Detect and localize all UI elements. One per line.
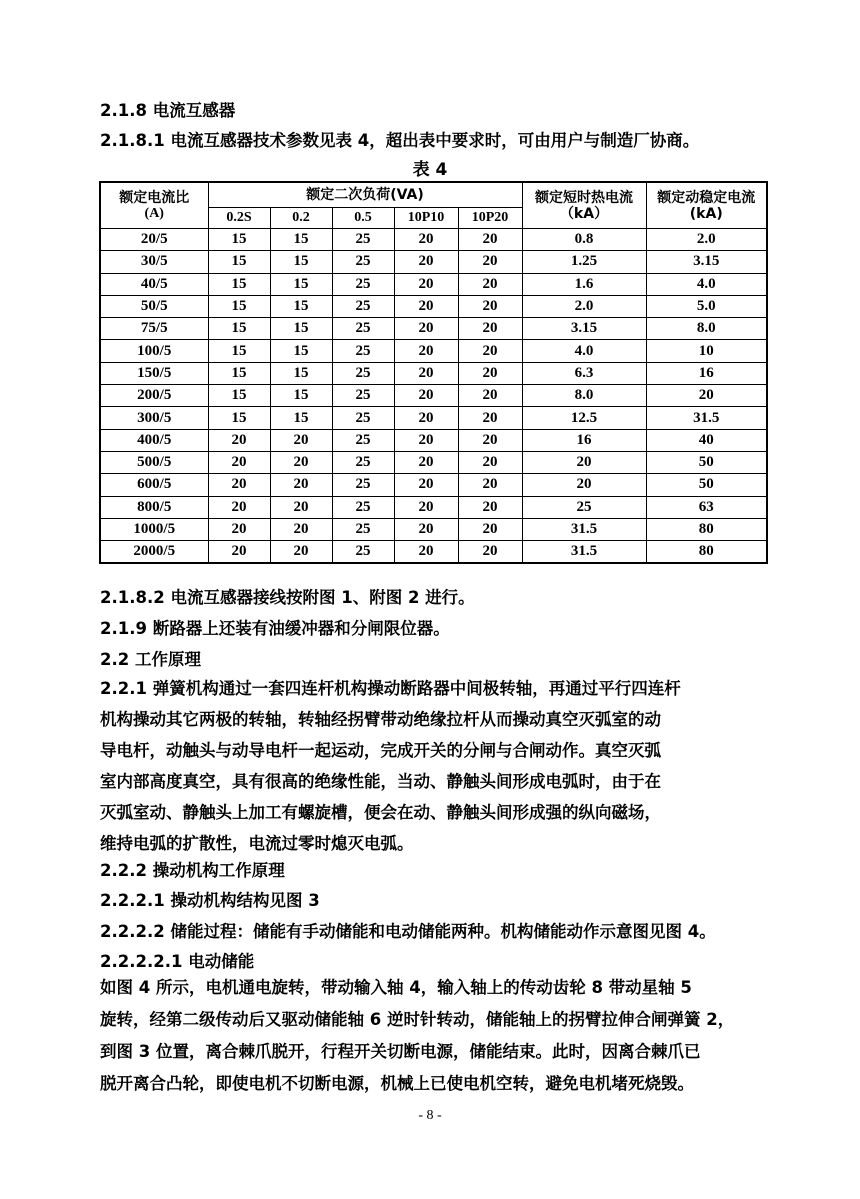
section-heading-2-2-2: 2.2.2 操动机构工作原理 — [100, 861, 285, 880]
table-cell: 600/5 — [100, 474, 208, 496]
section-2-1-8-1: 2.1.8.1 电流互感器技术参数见表 4，超出表中要求时，可由用户与制造厂协商。 — [100, 131, 700, 150]
table-cell: 20 — [646, 385, 767, 407]
table-cell: 20 — [394, 251, 458, 273]
table-cell: 2.0 — [646, 229, 767, 251]
table-cell: 20 — [394, 385, 458, 407]
section-heading-2-2-2-2-1: 2.2.2.2.1 电动储能 — [100, 952, 255, 971]
header-load-class: 10P10 — [394, 208, 458, 229]
table-cell: 20 — [394, 429, 458, 451]
table-cell: 25 — [332, 474, 394, 496]
table-cell: 40 — [646, 429, 767, 451]
table-cell: 20/5 — [100, 229, 208, 251]
table-cell: 20 — [394, 407, 458, 429]
table-cell: 10 — [646, 340, 767, 362]
table-cell: 25 — [332, 251, 394, 273]
table-cell: 8.0 — [522, 385, 646, 407]
page-number: - 8 - — [418, 1108, 442, 1123]
table-cell: 20 — [394, 541, 458, 564]
table-cell: 20 — [394, 362, 458, 384]
section-heading-2-1-8: 2.1.8 电流互感器 — [100, 101, 236, 120]
table-cell: 15 — [208, 407, 270, 429]
table-cell: 500/5 — [100, 451, 208, 473]
table-row — [100, 340, 767, 362]
header-rated-ratio-unit: (A) — [144, 205, 164, 221]
table-cell: 20 — [458, 251, 522, 273]
table-cell: 15 — [208, 295, 270, 317]
table-cell: 20 — [270, 496, 332, 518]
header-load-class: 0.2 — [270, 208, 332, 229]
paragraph-line: 室内部高度真空，具有很高的绝缘性能，当动、静触头间形成电弧时，由于在 — [100, 772, 661, 791]
table-cell: 15 — [208, 251, 270, 273]
table-cell: 20 — [394, 273, 458, 295]
table-cell: 20 — [270, 474, 332, 496]
table-cell: 20 — [458, 474, 522, 496]
table-cell: 50 — [646, 474, 767, 496]
table-cell: 20 — [394, 229, 458, 251]
current-transformer-spec-table — [99, 181, 768, 564]
table-cell: 25 — [332, 541, 394, 564]
table-cell: 20 — [208, 496, 270, 518]
table-cell: 0.8 — [522, 229, 646, 251]
table-cell: 20 — [394, 451, 458, 473]
table-cell: 80 — [646, 541, 767, 564]
table-cell: 40/5 — [100, 273, 208, 295]
table-cell: 1000/5 — [100, 518, 208, 540]
table-cell: 16 — [522, 429, 646, 451]
section-2-1-9: 2.1.9 断路器上还装有油缓冲器和分闸限位器。 — [100, 619, 450, 638]
table-cell: 1.25 — [522, 251, 646, 273]
table-cell: 15 — [270, 340, 332, 362]
table-cell: 20 — [458, 273, 522, 295]
table-cell: 15 — [208, 229, 270, 251]
table-cell: 20 — [270, 429, 332, 451]
table-cell: 15 — [208, 385, 270, 407]
table-cell: 25 — [332, 496, 394, 518]
table-cell: 300/5 — [100, 407, 208, 429]
table-cell: 4.0 — [522, 340, 646, 362]
table-cell: 75/5 — [100, 318, 208, 340]
table-cell: 20 — [458, 407, 522, 429]
table-cell: 20 — [458, 318, 522, 340]
table-cell: 20 — [394, 318, 458, 340]
paragraph-line: 旋转，经第二级传动后又驱动储能轴 6 逆时针转动，储能轴上的拐臂拉伸合闸弹簧 2， — [100, 1010, 735, 1029]
table-cell: 20 — [458, 362, 522, 384]
paragraph-line: 如图 4 所示，电机通电旋转，带动输入轴 4，输入轴上的传动齿轮 8 带动星轴 5 — [100, 978, 692, 997]
section-2-2-2-2: 2.2.2.2 储能过程：储能有手动储能和电动储能两种。机构储能动作示意图见图 4。 — [100, 922, 716, 941]
table-cell: 50 — [646, 451, 767, 473]
section-2-2-2-1: 2.2.2.1 操动机构结构见图 3 — [100, 891, 320, 910]
table-row — [100, 295, 767, 317]
table-cell: 200/5 — [100, 385, 208, 407]
table-row — [100, 429, 767, 451]
table-cell: 20 — [270, 451, 332, 473]
table-cell: 25 — [332, 451, 394, 473]
table-cell: 20 — [522, 451, 646, 473]
table-cell: 1.6 — [522, 273, 646, 295]
section-heading-2-2: 2.2 工作原理 — [100, 650, 201, 669]
table-row — [100, 451, 767, 473]
table-cell: 800/5 — [100, 496, 208, 518]
table-row — [100, 318, 767, 340]
table-cell: 20 — [394, 496, 458, 518]
table-cell: 20 — [394, 518, 458, 540]
table-cell: 50/5 — [100, 295, 208, 317]
table-cell: 20 — [394, 295, 458, 317]
table-cell: 20 — [208, 518, 270, 540]
table-cell: 20 — [458, 451, 522, 473]
table-cell: 31.5 — [522, 518, 646, 540]
table-cell: 20 — [458, 295, 522, 317]
table-cell: 80 — [646, 518, 767, 540]
table-cell: 15 — [208, 273, 270, 295]
table-cell: 16 — [646, 362, 767, 384]
header-rated-ratio — [100, 182, 208, 229]
table-cell: 25 — [332, 318, 394, 340]
table-cell: 25 — [332, 385, 394, 407]
table-row — [100, 474, 767, 496]
table-cell: 31.5 — [646, 407, 767, 429]
header-load-class: 0.2S — [208, 208, 270, 229]
table-cell: 100/5 — [100, 340, 208, 362]
table-cell: 20 — [458, 385, 522, 407]
header-rated-ratio-label: 额定电流比 — [119, 189, 190, 206]
table-cell: 20 — [394, 340, 458, 362]
paragraph-line: 脱开离合凸轮，即使电机不切断电源，机械上已使电机空转，避免电机堵死烧毁。 — [100, 1074, 694, 1093]
header-load-class: 0.5 — [332, 208, 394, 229]
table-row — [100, 273, 767, 295]
table-cell: 15 — [270, 385, 332, 407]
table-cell: 15 — [270, 229, 332, 251]
table-cell: 15 — [208, 340, 270, 362]
table-row — [100, 518, 767, 540]
table-body — [100, 229, 767, 564]
table-row — [100, 496, 767, 518]
paragraph-line: 2.2.1 弹簧机构通过一套四连杆机构操动断路器中间极转轴，再通过平行四连杆 — [100, 679, 681, 698]
table-cell: 20 — [458, 229, 522, 251]
table-cell: 20 — [208, 474, 270, 496]
table-cell: 20 — [208, 541, 270, 564]
paragraph-line: 机构操动其它两极的转轴，转轴经拐臂带动绝缘拉杆从而操动真空灭弧室的动 — [100, 710, 661, 729]
table-cell: 12.5 — [522, 407, 646, 429]
table-cell: 20 — [458, 541, 522, 564]
paragraph-electric-storage — [100, 972, 770, 1100]
table-cell: 25 — [332, 340, 394, 362]
table-cell: 6.3 — [522, 362, 646, 384]
table-cell: 15 — [270, 407, 332, 429]
table-cell: 20 — [522, 474, 646, 496]
table-cell: 30/5 — [100, 251, 208, 273]
table-cell: 20 — [270, 541, 332, 564]
table-cell: 25 — [332, 429, 394, 451]
table-cell: 15 — [270, 295, 332, 317]
paragraph-line: 维持电弧的扩散性，电流过零时熄灭电弧。 — [100, 834, 414, 853]
table-cell: 15 — [270, 251, 332, 273]
table-cell: 20 — [458, 496, 522, 518]
table-cell: 20 — [458, 429, 522, 451]
table-cell: 400/5 — [100, 429, 208, 451]
table-cell: 63 — [646, 496, 767, 518]
table-row — [100, 362, 767, 384]
table-cell: 15 — [270, 273, 332, 295]
table-row — [100, 251, 767, 273]
table-cell: 25 — [332, 362, 394, 384]
table-cell: 150/5 — [100, 362, 208, 384]
table-cell: 15 — [208, 318, 270, 340]
paragraph-line: 灭弧室动、静触头上加工有螺旋槽，便会在动、静触头间形成强的纵向磁场， — [100, 803, 661, 822]
table-row — [100, 541, 767, 564]
table-cell: 2000/5 — [100, 541, 208, 564]
header-thermal-current: 额定短时热电流（kA） — [522, 182, 646, 229]
table-cell: 25 — [522, 496, 646, 518]
table-cell: 3.15 — [646, 251, 767, 273]
table-cell: 2.0 — [522, 295, 646, 317]
paragraph-2-2-1 — [100, 673, 770, 859]
table-cell: 25 — [332, 295, 394, 317]
table-cell: 20 — [208, 451, 270, 473]
table-cell: 20 — [458, 340, 522, 362]
table-cell: 31.5 — [522, 541, 646, 564]
table-cell: 25 — [332, 407, 394, 429]
table-cell: 25 — [332, 229, 394, 251]
table-row — [100, 229, 767, 251]
table-cell: 20 — [394, 474, 458, 496]
table-cell: 15 — [208, 362, 270, 384]
table-cell: 20 — [270, 518, 332, 540]
table-cell: 25 — [332, 273, 394, 295]
table-cell: 25 — [332, 518, 394, 540]
table-cell: 15 — [270, 318, 332, 340]
table-title: 表 4 — [412, 160, 448, 180]
section-2-1-8-2: 2.1.8.2 电流互感器接线按附图 1、附图 2 进行。 — [100, 588, 475, 607]
table-cell: 5.0 — [646, 295, 767, 317]
table-row — [100, 385, 767, 407]
header-load-class: 10P20 — [458, 208, 522, 229]
header-dynamic-current: 额定动稳定电流(kA) — [646, 182, 767, 229]
table-cell: 3.15 — [522, 318, 646, 340]
table-row — [100, 407, 767, 429]
table-cell: 20 — [458, 518, 522, 540]
table-cell: 15 — [270, 362, 332, 384]
paragraph-line: 导电杆，动触头与动导电杆一起运动，完成开关的分闸与合闸动作。真空灭弧 — [100, 741, 661, 760]
table-cell: 8.0 — [646, 318, 767, 340]
table-cell: 4.0 — [646, 273, 767, 295]
header-secondary-load: 额定二次负荷(VA) — [208, 182, 522, 208]
table-cell: 20 — [208, 429, 270, 451]
paragraph-line: 到图 3 位置，离合棘爪脱开，行程开关切断电源，储能结束。此时，因离合棘爪已 — [100, 1042, 701, 1061]
